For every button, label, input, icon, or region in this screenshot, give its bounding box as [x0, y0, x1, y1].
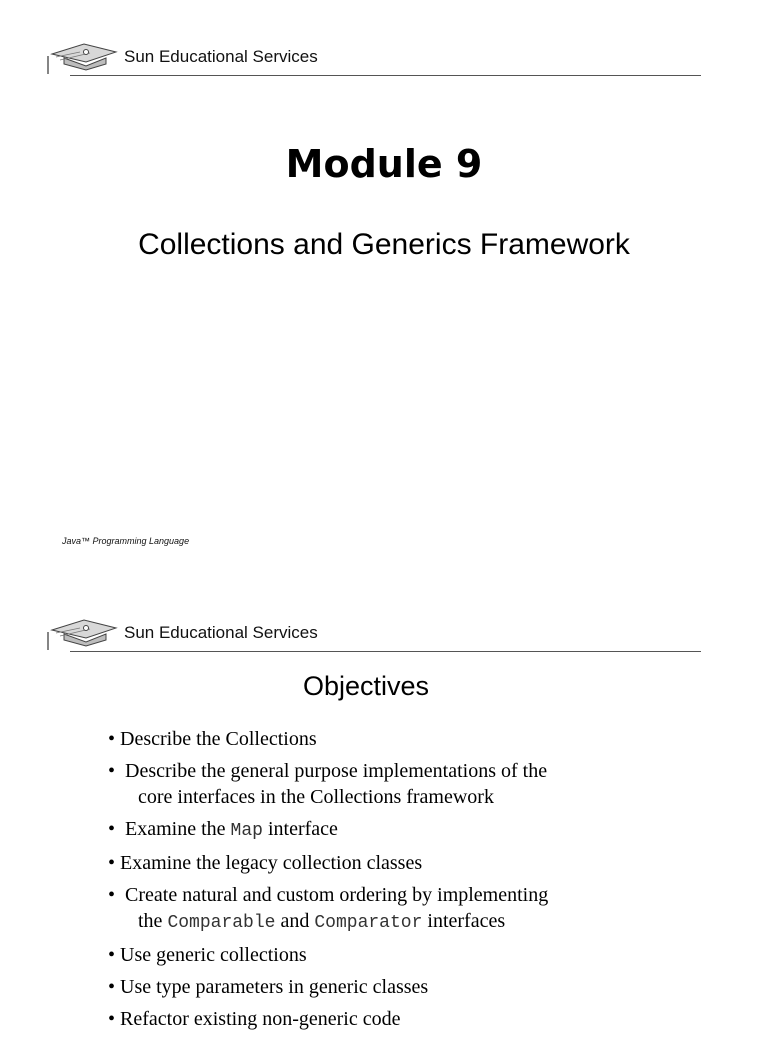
module-subtitle: Collections and Generics Framework	[138, 228, 630, 261]
code-comparator: Comparator	[314, 913, 423, 933]
header-divider	[70, 651, 701, 652]
header-divider	[70, 75, 701, 76]
objectives-title: Objectives	[302, 671, 430, 701]
list-item: • Examine the legacy collection classes	[108, 850, 708, 876]
brand-name: Sun Educational Services	[124, 623, 318, 642]
footer-text: Java™ Programming Language	[62, 536, 190, 546]
list-item: • Create natural and custom ordering by implementing the Comparable and Comparator interfaces	[108, 882, 708, 936]
list-item: • Describe the general purpose implementations of the core interfaces in the Collections framework	[108, 758, 708, 810]
list-item: • Use type parameters in generic classes	[108, 974, 708, 1000]
graduation-cap-icon	[46, 616, 120, 652]
objectives-slide	[0, 576, 768, 1030]
list-item: • Use generic collections	[108, 942, 708, 968]
module-title: Module 9	[285, 142, 483, 186]
list-item: • Describe the Collections	[108, 726, 708, 752]
objectives-list	[108, 726, 708, 1038]
list-item: • Refactor existing non-generic code	[108, 1006, 708, 1032]
brand-name: Sun Educational Services	[124, 47, 318, 66]
list-item: • Examine the Map interface	[108, 816, 708, 844]
code-map: Map	[230, 821, 263, 841]
graduation-cap-icon	[46, 40, 120, 76]
code-comparable: Comparable	[167, 913, 276, 933]
